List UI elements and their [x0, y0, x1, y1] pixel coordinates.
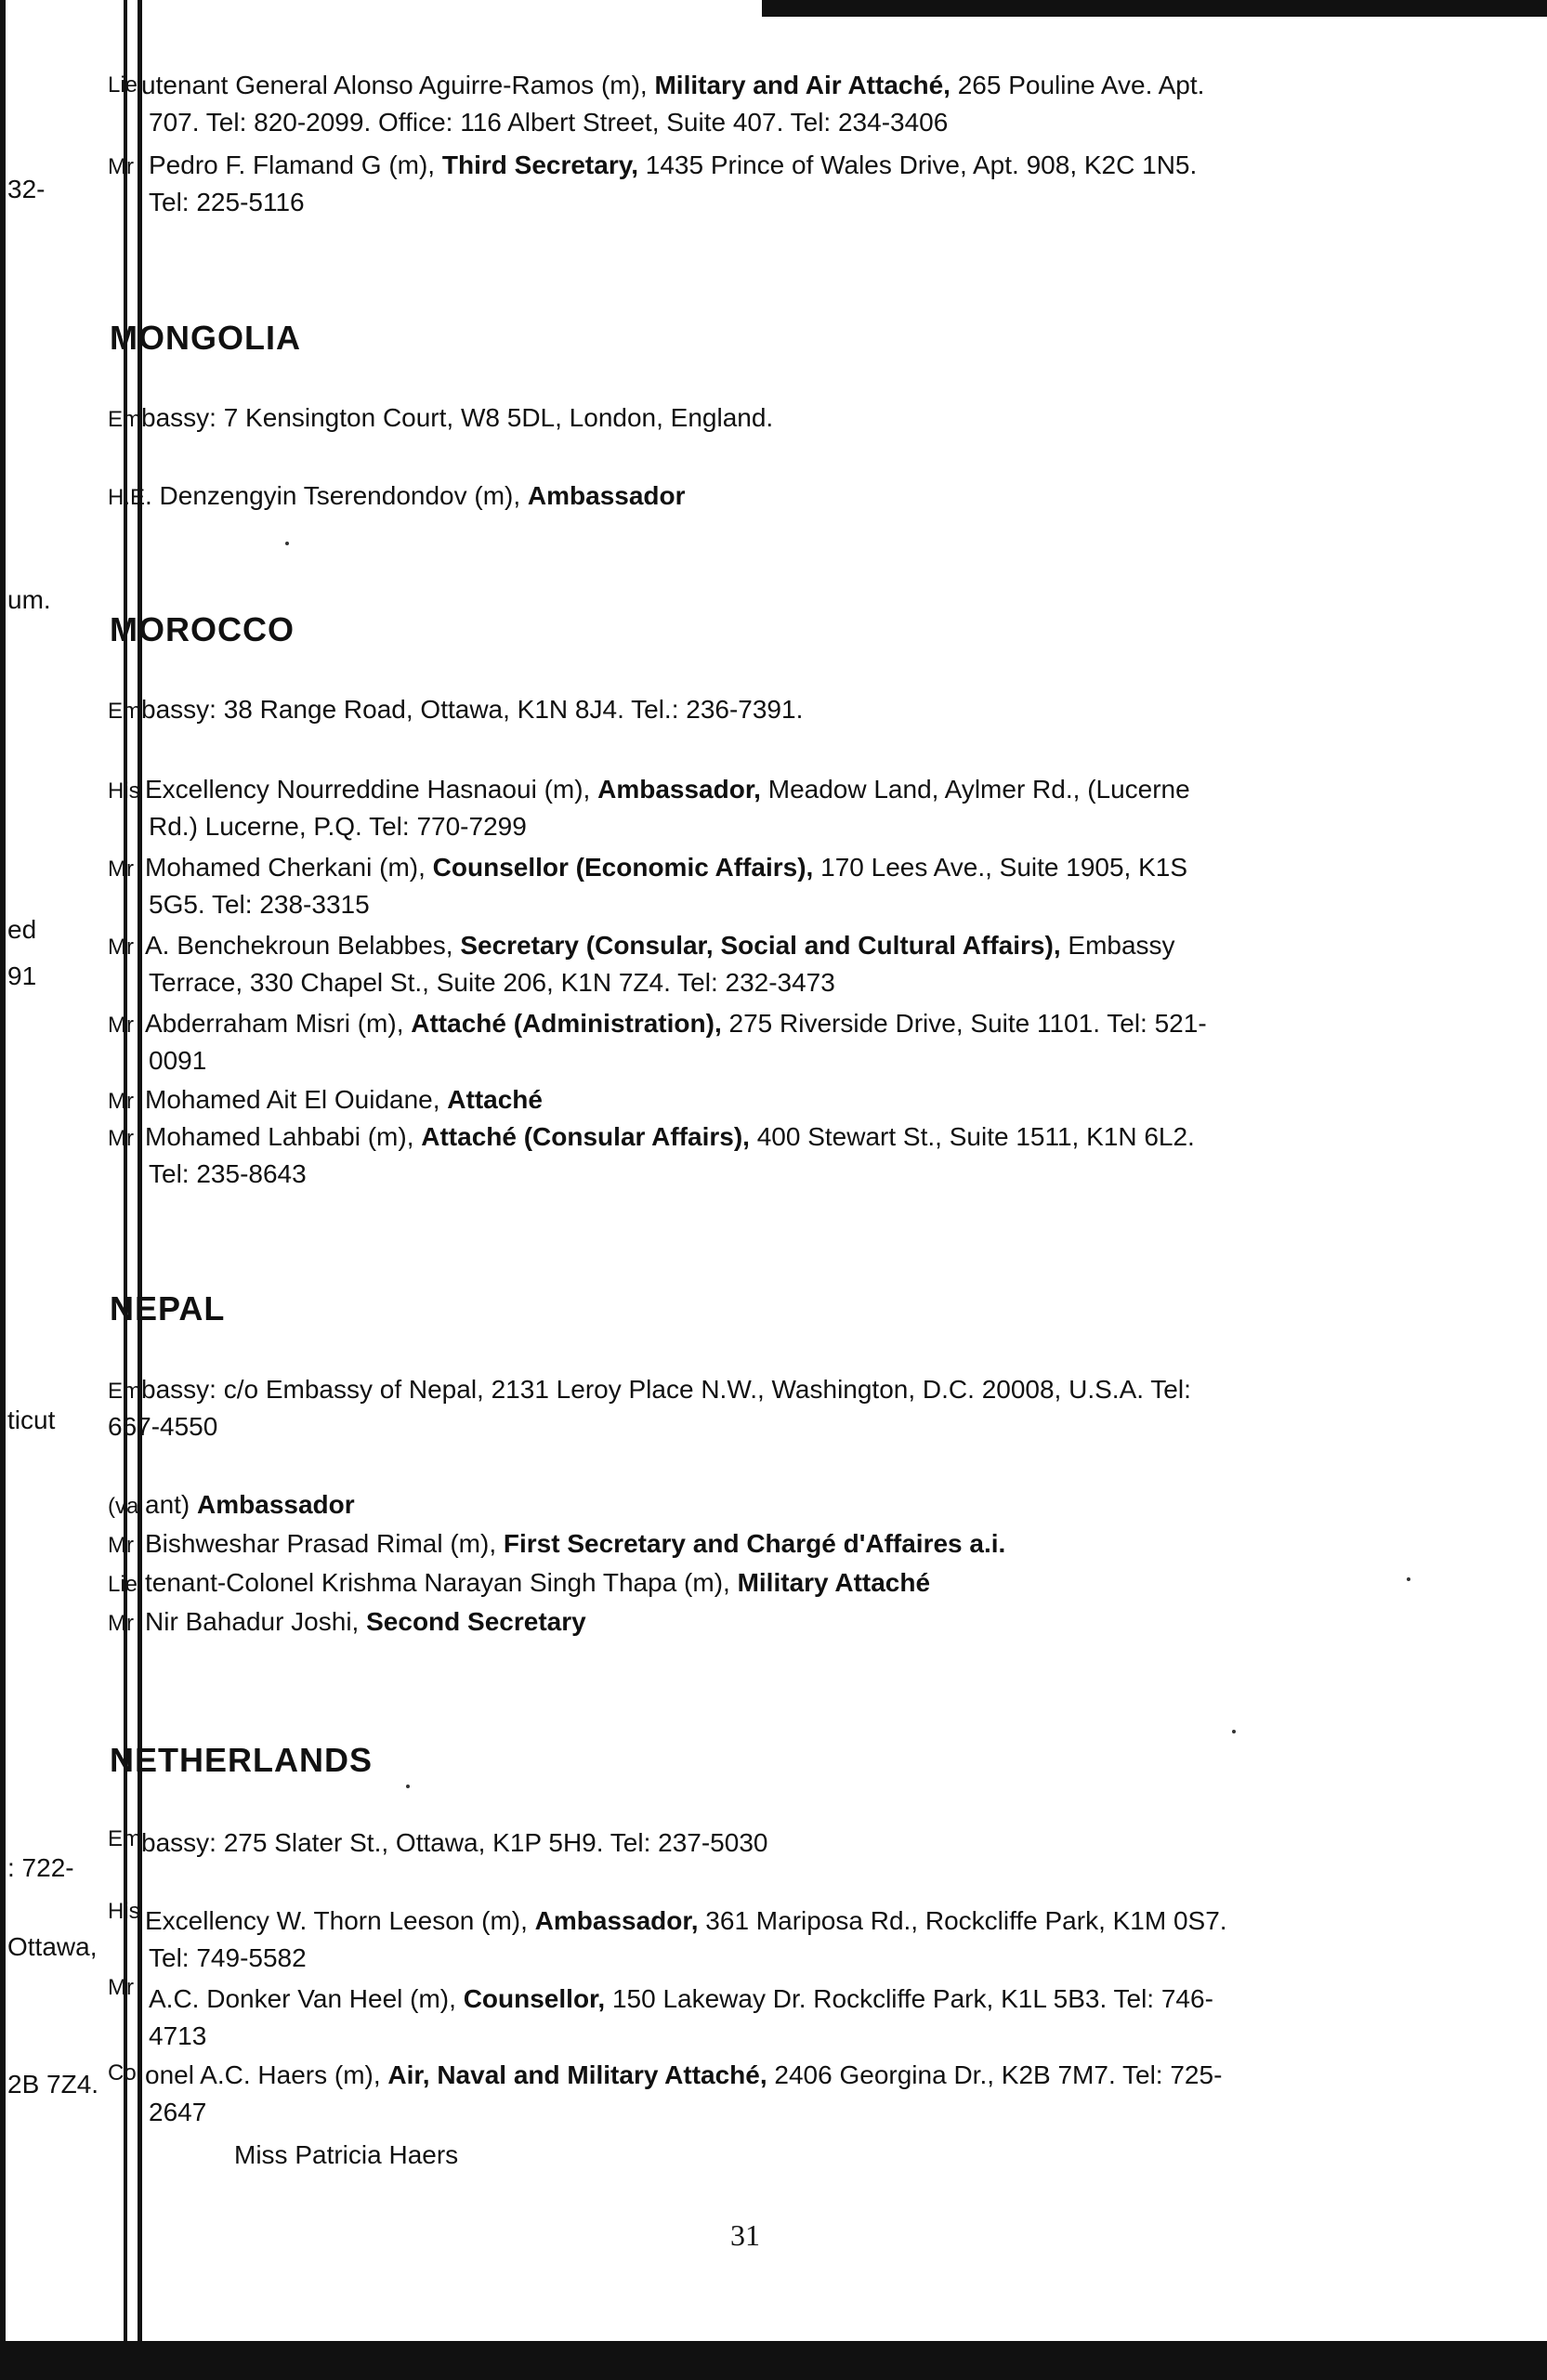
gutter-fragment: ed [7, 915, 37, 944]
entry-prefix: Mr [108, 1611, 134, 1636]
gutter-fragment: 32- [7, 175, 46, 203]
entry-line: Mohamed Ait El Ouidane, Attaché [145, 1085, 543, 1114]
entry-line: 2647 [149, 2098, 207, 2126]
scan-border-top [762, 0, 1547, 17]
entry-prefix: Em [108, 407, 141, 432]
entry-line: ant) Ambassador [145, 1490, 355, 1519]
country-heading-netherlands: NETHERLANDS [110, 1741, 374, 1779]
entry-prefix: Em [108, 1379, 141, 1404]
entry-prefix: Col [108, 2060, 142, 2086]
entry-prefix: Mr [108, 1013, 134, 1038]
gutter-fragment: : 722- [7, 1853, 74, 1882]
scan-binding-edge [0, 0, 6, 2380]
entry-prefix: Mr [108, 935, 134, 960]
country-heading-nepal: NEPAL [110, 1289, 226, 1327]
entry-line: Terrace, 330 Chapel St., Suite 206, K1N 7Z4. Tel: 232-3473 [149, 968, 835, 997]
entry-line: Nir Bahadur Joshi, Second Secretary [145, 1607, 586, 1636]
country-heading-morocco: MOROCCO [110, 610, 295, 648]
embassy-address: 667-4550 [108, 1412, 218, 1441]
embassy-address: bassy: 7 Kensington Court, W8 5DL, London, England. [141, 403, 774, 432]
entry-prefix: (va [108, 1494, 139, 1519]
embassy-address: bassy: 275 Slater St., Ottawa, K1P 5H9. Tel: 237-5030 [141, 1828, 768, 1857]
scan-speck [1232, 1730, 1236, 1733]
embassy-address: bassy: c/o Embassy of Nepal, 2131 Leroy Place N.W., Washington, D.C. 20008, U.S.A. Tel: [141, 1375, 1191, 1404]
entry-prefix: Lie [108, 1572, 138, 1597]
embassy-address: bassy: 38 Range Road, Ottawa, K1N 8J4. Tel.: 236-7391. [141, 695, 804, 724]
page-number: 31 [730, 2218, 760, 2252]
scan-speck [406, 1785, 410, 1788]
entry-line: 0091 [149, 1046, 207, 1075]
entry-line: utenant General Alonso Aguirre-Ramos (m), Military and Air Attaché, 265 Pouline Ave. Apt. [141, 71, 1205, 99]
entry-prefix: Mr [108, 1089, 134, 1114]
entry-prefix: Mr [108, 1533, 134, 1558]
entry-line: 5G5. Tel: 238-3315 [149, 890, 370, 919]
entry-prefix: H.E [108, 485, 146, 510]
country-heading-mongolia: MONGOLIA [110, 319, 301, 357]
entry-line: A. Benchekroun Belabbes, Secretary (Consular, Social and Cultural Affairs), Embassy [145, 931, 1175, 960]
gutter-fragment: Ottawa, [7, 1932, 98, 1961]
entry-line: Excellency Nourreddine Hasnaoui (m), Ambassador, Meadow Land, Aylmer Rd., (Lucerne [145, 775, 1190, 804]
entry-prefix: His [108, 1899, 140, 1924]
entry-line: tenant-Colonel Krishma Narayan Singh Thapa (m), Military Attaché [145, 1568, 931, 1597]
gutter-fragment: 91 [7, 961, 37, 990]
entry-line: A.C. Donker Van Heel (m), Counsellor, 150 Lakeway Dr. Rockcliffe Park, K1L 5B3. Tel: 746- [149, 1984, 1213, 2013]
gutter-fragment: 2B 7Z4. [7, 2070, 99, 2099]
scan-speck [1407, 1577, 1410, 1581]
entry-prefix: His [108, 778, 140, 804]
entry-line: Mohamed Lahbabi (m), Attaché (Consular Affairs), 400 Stewart St., Suite 1511, K1N 6L2. [145, 1122, 1195, 1151]
entry-line: Abderraham Misri (m), Attaché (Administration), 275 Riverside Drive, Suite 1101. Tel: 521- [145, 1009, 1207, 1038]
scan-border-bottom [0, 2341, 1547, 2380]
entry-prefix: Mr [108, 1126, 134, 1151]
entry-line: Bishweshar Prasad Rimal (m), First Secretary and Chargé d'Affaires a.i. [145, 1529, 1006, 1558]
entry-line: Tel: 235-8643 [149, 1159, 307, 1188]
gutter-fragment: um. [7, 585, 51, 614]
entry-prefix: Mr [108, 857, 134, 882]
entry-line: Pedro F. Flamand G (m), Third Secretary, 1435 Prince of Wales Drive, Apt. 908, K2C 1N5. [149, 150, 1198, 179]
entry-prefix: Em [108, 1826, 141, 1851]
entry-line: Mohamed Cherkani (m), Counsellor (Economic Affairs), 170 Lees Ave., Suite 1905, K1S [145, 853, 1188, 882]
entry-line: Excellency W. Thorn Leeson (m), Ambassador, 361 Mariposa Rd., Rockcliffe Park, K1M 0S7. [145, 1906, 1227, 1935]
entry-line: Rd.) Lucerne, P.Q. Tel: 770-7299 [149, 812, 527, 841]
entry-prefix: Mr [108, 1975, 134, 2000]
entry-prefix: Mr [108, 154, 134, 179]
entry-line: . Denzengyin Tserendondov (m), Ambassador [145, 481, 686, 510]
entry-line: Tel: 749-5582 [149, 1943, 307, 1972]
entry-line: 4713 [149, 2021, 207, 2050]
entry-line: Miss Patricia Haers [234, 2140, 459, 2169]
scan-speck [285, 542, 289, 545]
entry-line: Tel: 225-5116 [149, 188, 305, 216]
entry-prefix: Lie [108, 72, 138, 98]
entry-line: 707. Tel: 820-2099. Office: 116 Albert Street, Suite 407. Tel: 234-3406 [149, 108, 949, 137]
entry-line: onel A.C. Haers (m), Air, Naval and Military Attaché, 2406 Georgina Dr., K2B 7M7. Tel: 725- [145, 2060, 1223, 2089]
entry-prefix: Em [108, 699, 141, 724]
gutter-fragment: ticut [7, 1406, 56, 1434]
